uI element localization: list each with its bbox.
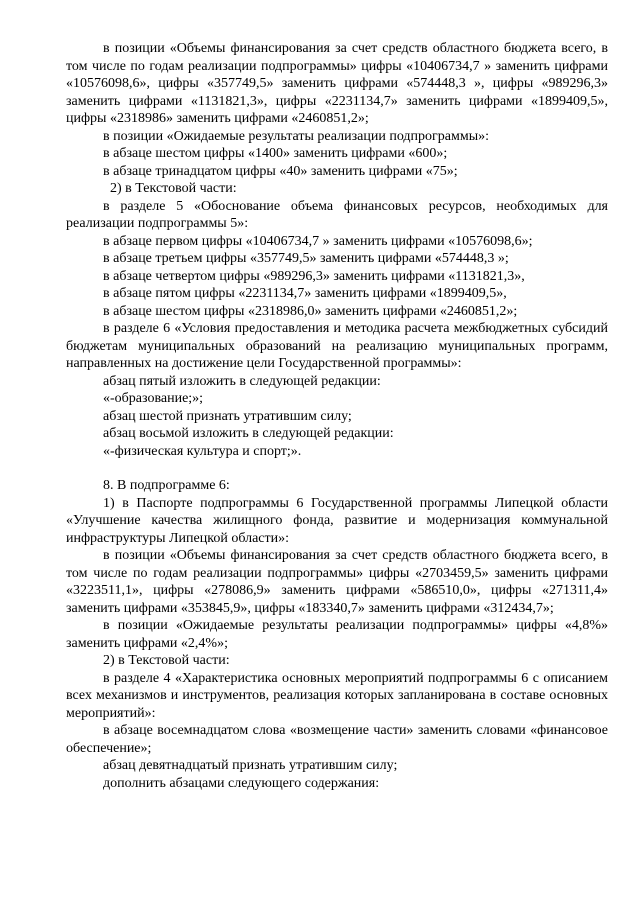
paragraph-abz5-edit: абзац пятый изложить в следующей редакции:	[103, 373, 381, 389]
paragraph-abz5: в абзаце пятом цифры «2231134,7» заменить цифрами «1899409,5»,	[103, 286, 507, 301]
paragraph-abz6: в абзаце шестом цифры «2318986,0» заменить цифрами «2460851,2»;	[103, 303, 518, 319]
paragraph-abz6-void: абзац шестой признать утратившим силу;	[103, 408, 352, 424]
paragraph-passport-sub6: 1) в Паспорте подпрограммы 6 Государственной программы Липецкой области «Улучшение качества жилищного фонда, развитие и модернизация коммунальной инфраструктуры Липецкой области»:	[66, 495, 608, 546]
paragraph-subprogram6-heading: 8. В подпрограмме 6:	[103, 478, 230, 493]
paragraph-gap	[66, 460, 608, 477]
paragraph-education: «-образование;»;	[103, 391, 204, 406]
paragraph-abz3: в абзаце третьем цифры «357749,5» заменить цифрами «574448,3 »;	[103, 251, 509, 266]
paragraph-abz13-sub5: в абзаце тринадцатом цифры «40» заменить цифрами «75»;	[103, 163, 458, 179]
paragraph-expected-results-sub6: в позиции «Ожидаемые результаты реализации подпрограммы» цифры «4,8%» заменить цифрами «2,4%»;	[66, 618, 608, 651]
paragraph-abz19-void: абзац девятнадцатый признать утратившим силу;	[103, 758, 398, 773]
paragraph-section6: в разделе 6 «Условия предоставления и методика расчета межбюджетных субсидий бюджетам муниципальных образований на реализацию муниципальных программ, направленных на достижение цели Государственной программы»:	[66, 321, 608, 371]
paragraph-text-part-sub6: 2) в Текстовой части:	[103, 653, 230, 668]
paragraph-abz4: в абзаце четвертом цифры «989296,3» заменить цифрами «1131821,3»,	[103, 268, 525, 284]
paragraph-section5: в разделе 5 «Обоснование объема финансовых ресурсов, необходимых для реализации подпрограммы 5»:	[66, 198, 608, 231]
paragraph-sport: «-физическая культура и спорт;».	[103, 443, 302, 459]
paragraph-abz8-edit: абзац восьмой изложить в следующей редакции:	[103, 426, 394, 441]
paragraph-text-part-sub5: 2) в Текстовой части:	[110, 181, 237, 196]
paragraph-abz1: в абзаце первом цифры «10406734,7 » заменить цифрами «10576098,6»;	[103, 233, 533, 249]
paragraph-expected-results-sub5: в позиции «Ожидаемые результаты реализации подпрограммы»:	[103, 128, 490, 144]
paragraph-abz6-sub5: в абзаце шестом цифры «1400» заменить цифрами «600»;	[103, 146, 448, 161]
paragraph-abz18: в абзаце восемнадцатом слова «возмещение части» заменить словами «финансовое обеспечение»;	[66, 723, 608, 756]
paragraph-section4: в разделе 4 «Характеристика основных мероприятий подпрограммы 6 с описанием всех механизмов и инструментов, реализация которых запланирована в составе основных мероприятий»:	[66, 670, 608, 721]
paragraph-funding-sub5: в позиции «Объемы финансирования за счет средств областного бюджета всего, в том числе по годам реализации подпрограммы» цифры «10406734,7 » заменить цифрами «10576098,6», цифры «357749,5» заменить цифрами «574448,3 », цифры «989296,3» заменить цифрами «1131821,3», цифры «2231134,7» заменить цифрами «1899409,5», цифры «2318986» заменить цифрами «2460851,2»;	[66, 41, 608, 126]
paragraph-funding-sub6: в позиции «Объемы финансирования за счет средств областного бюджета всего, в том числе по годам реализации подпрограммы» цифры «2703459,5» заменить цифрами «3223511,1», цифры «278086,9» заменить цифрами «586510,0», цифры «271311,4» заменить цифрами «353845,9», цифры «183340,7» заменить цифрами «312434,7»;	[66, 548, 608, 616]
paragraph-add-abz: дополнить абзацами следующего содержания:	[103, 775, 380, 791]
document-page	[66, 40, 608, 792]
